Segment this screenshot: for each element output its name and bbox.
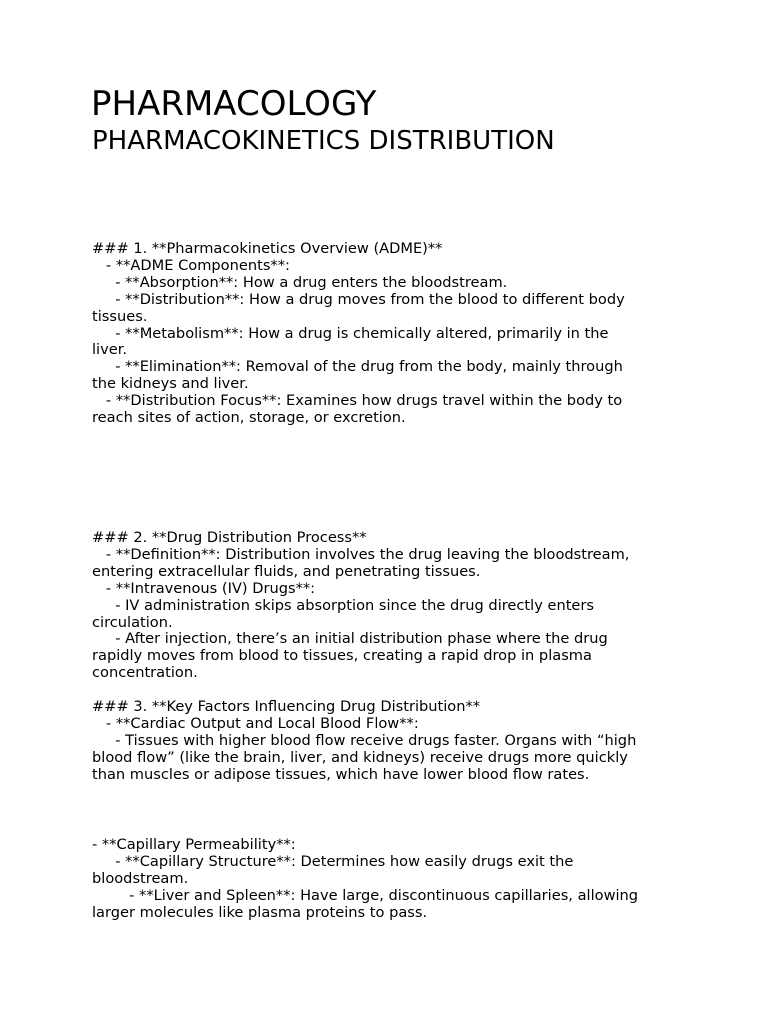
- text-line: larger molecules like plasma proteins to pass.: [92, 903, 428, 921]
- text-line: - **ADME Components**:: [92, 256, 290, 274]
- text-line: - **Intravenous (IV) Drugs**:: [92, 579, 316, 597]
- text-line: - IV administration skips absorption since the drug directly enters: [92, 596, 595, 614]
- text-line: circulation.: [92, 613, 173, 631]
- section-overview-adme: [92, 241, 625, 427]
- text-line: than muscles or adipose tissues, which have lower blood flow rates.: [92, 765, 590, 783]
- text-line: rapidly moves from blood to tissues, creating a rapid drop in plasma: [92, 647, 592, 665]
- text-line: [92, 682, 636, 699]
- text-line: - **Capillary Structure**: Determines how easily drugs exit the: [92, 852, 574, 870]
- text-line: tissues.: [92, 307, 148, 325]
- section-capillary-permeability: [92, 837, 638, 922]
- text-line: - **Cardiac Output and Local Blood Flow**:: [92, 714, 419, 732]
- text-line: - **Distribution**: How a drug moves from the blood to different body: [92, 290, 625, 308]
- section-distribution-process-and-factors: [92, 530, 636, 784]
- page-title: PHARMACOLOGY: [91, 84, 377, 124]
- text-line: - **Metabolism**: How a drug is chemically altered, primarily in the: [92, 324, 609, 342]
- text-line: - **Absorption**: How a drug enters the bloodstream.: [92, 273, 508, 291]
- text-line: blood flow” (like the brain, liver, and kidneys) receive drugs more quickly: [92, 748, 628, 766]
- text-line: - **Capillary Permeability**:: [92, 836, 296, 853]
- text-line: - **Liver and Spleen**: Have large, discontinuous capillaries, allowing: [92, 886, 639, 904]
- text-line: ### 2. **Drug Distribution Process**: [92, 529, 367, 546]
- page-subtitle: PHARMACOKINETICS DISTRIBUTION: [92, 126, 555, 156]
- text-line: ### 1. **Pharmacokinetics Overview (ADME)**: [92, 240, 443, 257]
- text-line: - **Definition**: Distribution involves the drug leaving the bloodstream,: [92, 545, 630, 563]
- text-line: reach sites of action, storage, or excretion.: [92, 409, 406, 427]
- text-line: concentration.: [92, 664, 198, 682]
- text-line: ### 3. **Key Factors Influencing Drug Distribution**: [92, 698, 481, 716]
- text-line: liver.: [92, 341, 128, 359]
- text-line: - **Elimination**: Removal of the drug from the body, mainly through: [92, 358, 623, 376]
- text-line: - **Distribution Focus**: Examines how drugs travel within the body to: [92, 392, 623, 410]
- text-line: - Tissues with higher blood flow receive drugs faster. Organs with “high: [92, 731, 637, 749]
- text-line: bloodstream.: [92, 869, 189, 887]
- text-line: entering extracellular fluids, and penetrating tissues.: [92, 562, 481, 580]
- text-line: - After injection, there’s an initial distribution phase where the drug: [92, 630, 608, 648]
- text-line: the kidneys and liver.: [92, 375, 249, 393]
